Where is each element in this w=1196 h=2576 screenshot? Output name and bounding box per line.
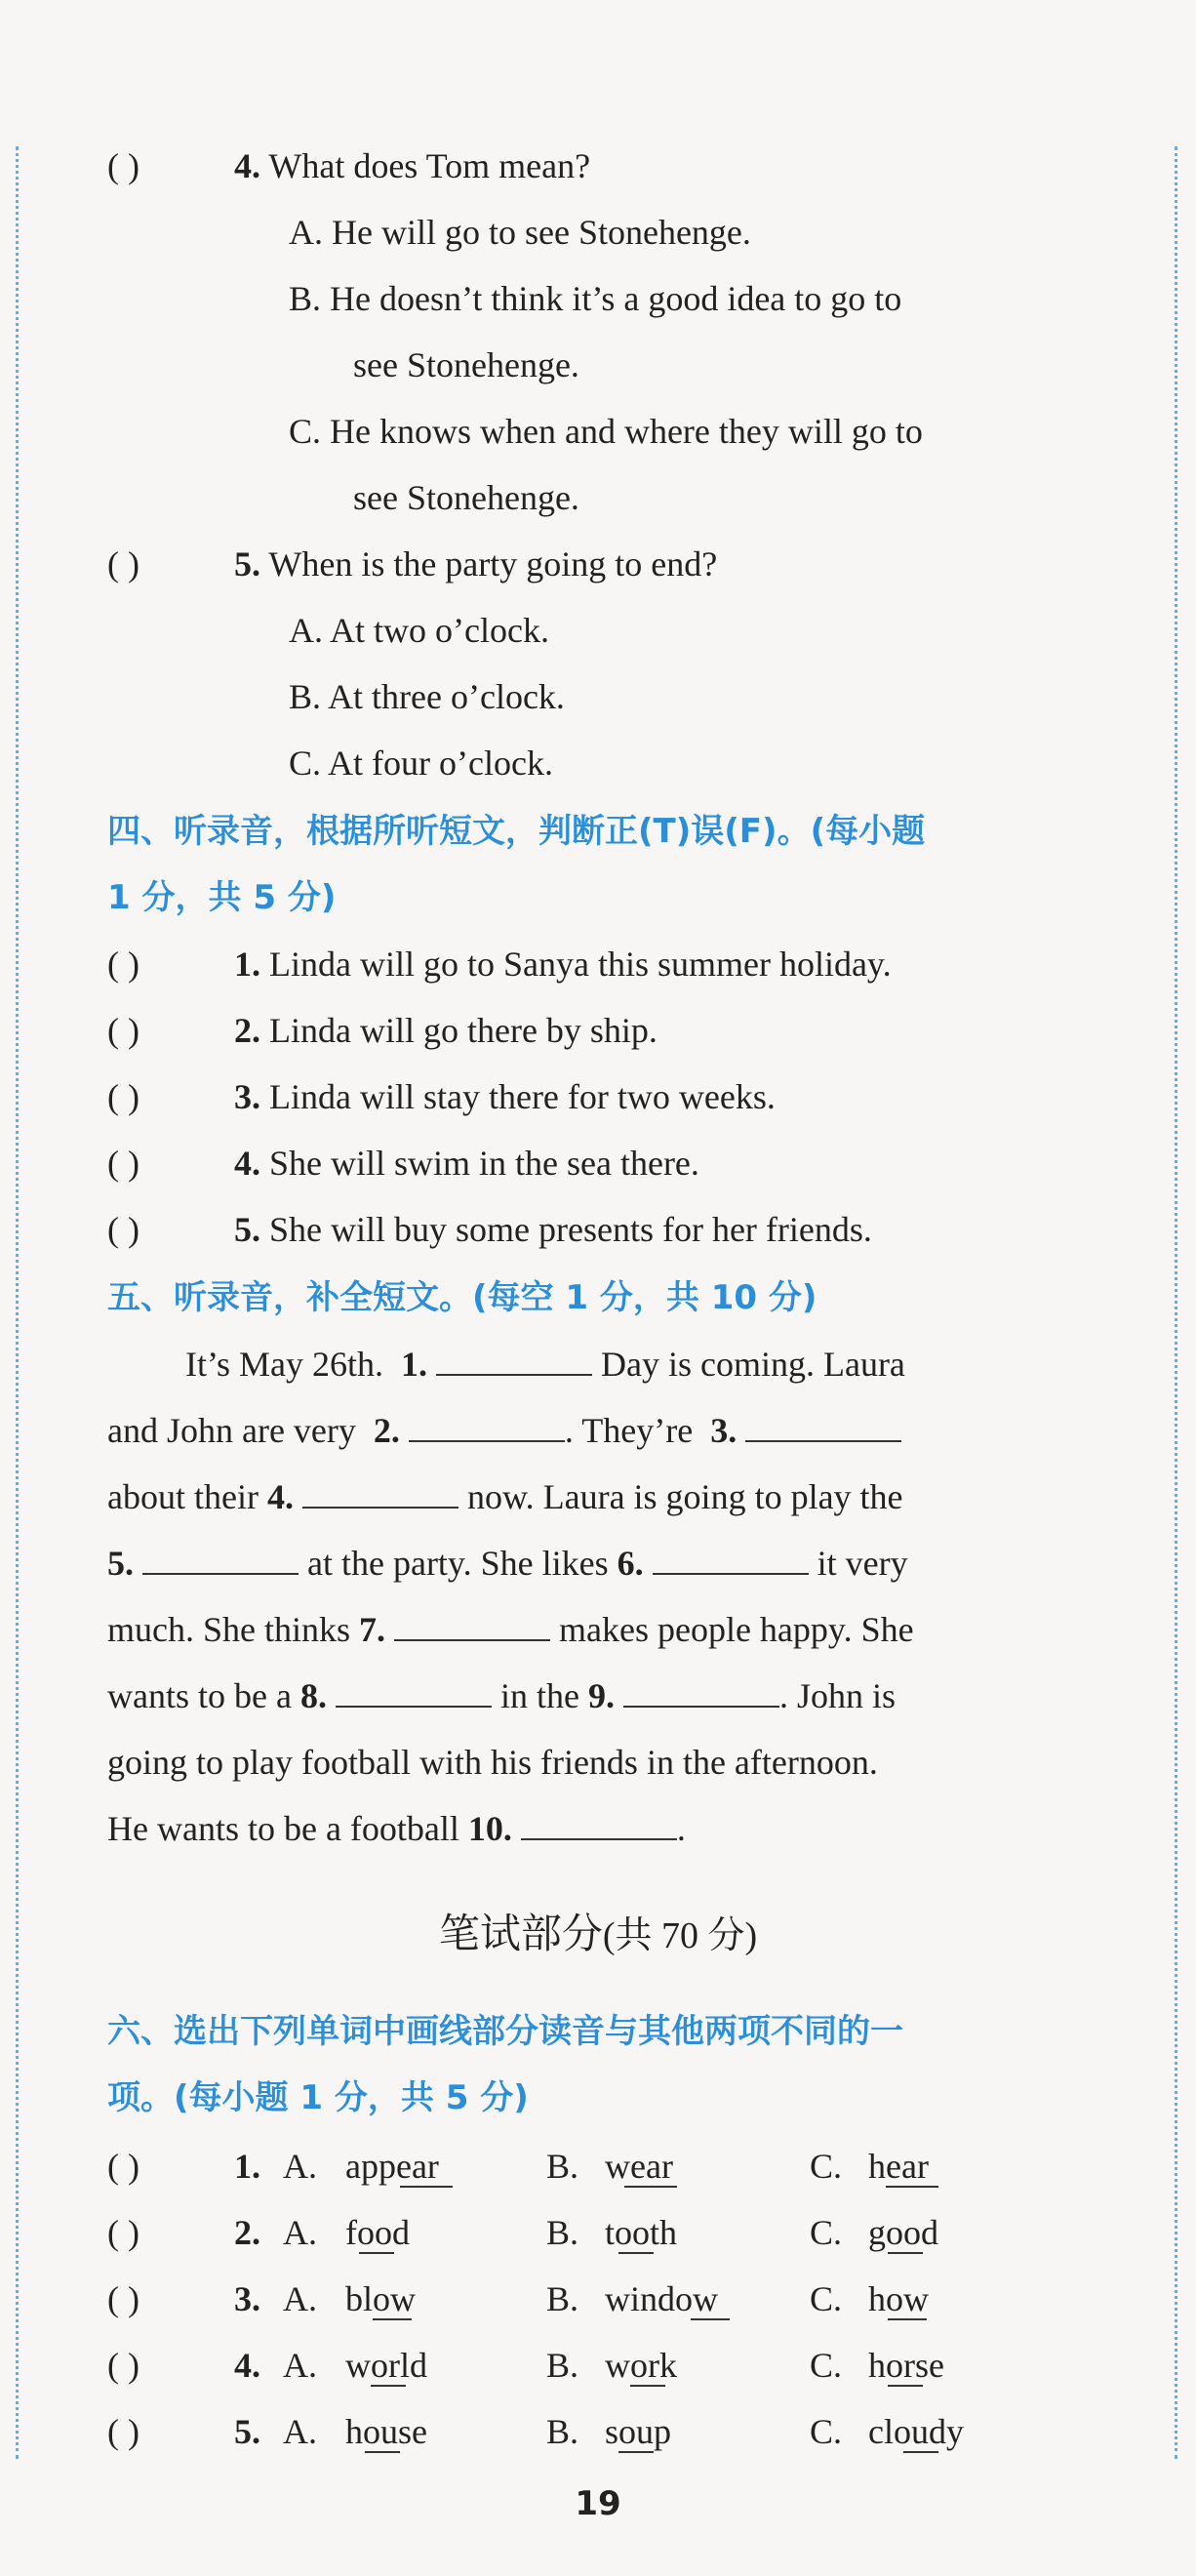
section-4-heading: 四、听录音，根据所听短文，判断正(T)误(F)。(每小题 bbox=[107, 812, 926, 851]
option-c: C. He knows when and where they will go to bbox=[289, 412, 923, 451]
underline-mark bbox=[400, 2186, 453, 2188]
option-c: C. At four o’clock. bbox=[289, 744, 553, 783]
list-item: 3. Linda will stay there for two weeks. bbox=[234, 1077, 776, 1116]
underline-mark bbox=[359, 2252, 394, 2254]
answer-paren[interactable]: ( ) bbox=[107, 2279, 140, 2318]
answer-paren[interactable]: ( ) bbox=[107, 544, 140, 584]
underline-mark bbox=[618, 2451, 654, 2453]
blank-8[interactable] bbox=[336, 1676, 492, 1708]
underline-mark bbox=[888, 2252, 923, 2254]
answer-paren[interactable]: ( ) bbox=[107, 1011, 140, 1050]
answer-paren[interactable]: ( ) bbox=[107, 2412, 140, 2451]
underline-mark bbox=[365, 2451, 400, 2453]
underline-mark bbox=[624, 2186, 677, 2188]
word-b: work bbox=[605, 2346, 677, 2385]
word-c: hear bbox=[868, 2147, 929, 2186]
blank-9[interactable] bbox=[623, 1676, 779, 1708]
option-b-cont: see Stonehenge. bbox=[353, 345, 579, 384]
blank-5[interactable] bbox=[142, 1544, 299, 1575]
underline-mark bbox=[618, 2252, 654, 2254]
underline-mark bbox=[371, 2385, 406, 2387]
underline-mark bbox=[888, 2385, 923, 2387]
answer-paren[interactable]: ( ) bbox=[107, 2213, 140, 2252]
underline-mark bbox=[691, 2318, 730, 2320]
question-number: 4. bbox=[234, 146, 260, 185]
word-c: how bbox=[868, 2279, 929, 2318]
written-section-title: 笔试部分(共 70 分) bbox=[438, 1910, 758, 1957]
section-4-heading-cont: 1 分，共 5 分) bbox=[107, 878, 337, 917]
option-a: A. At two o’clock. bbox=[289, 611, 549, 650]
blank-10[interactable] bbox=[521, 1809, 677, 1840]
answer-paren[interactable]: ( ) bbox=[107, 1210, 140, 1249]
page-number: 19 bbox=[575, 2484, 621, 2523]
list-item: 5. She will buy some presents for her friends. bbox=[234, 1210, 872, 1249]
word-c: horse bbox=[868, 2346, 944, 2385]
word-b: soup bbox=[605, 2412, 672, 2451]
section-5-heading: 五、听录音，补全短文。(每空 1 分，共 10 分) bbox=[107, 1278, 817, 1317]
word-a: world bbox=[345, 2346, 427, 2385]
option-b: B. He doesn’t think it’s a good idea to go to bbox=[289, 279, 902, 318]
underline-mark bbox=[888, 2318, 927, 2320]
word-c: cloudy bbox=[868, 2412, 964, 2451]
word-b: window bbox=[605, 2279, 718, 2318]
answer-paren[interactable]: ( ) bbox=[107, 2346, 140, 2385]
blank-7[interactable] bbox=[394, 1610, 550, 1641]
option-a: A. He will go to see Stonehenge. bbox=[289, 213, 751, 252]
question-text: When is the party going to end? bbox=[268, 544, 718, 584]
word-a: food bbox=[345, 2213, 410, 2252]
answer-paren[interactable]: ( ) bbox=[107, 945, 140, 984]
blank-2[interactable] bbox=[409, 1411, 565, 1442]
blank-4[interactable] bbox=[302, 1477, 458, 1509]
word-a: appear bbox=[345, 2147, 439, 2186]
question-text: What does Tom mean? bbox=[268, 146, 591, 185]
blank-3[interactable] bbox=[745, 1411, 901, 1442]
word-b: wear bbox=[605, 2147, 673, 2186]
answer-paren[interactable]: ( ) bbox=[107, 1144, 140, 1183]
section-6-heading: 六、选出下列单词中画线部分读音与其他两项不同的一 bbox=[107, 2012, 903, 2051]
blank-6[interactable] bbox=[653, 1544, 809, 1575]
word-a: blow bbox=[345, 2279, 416, 2318]
section-6-heading-cont: 项。(每小题 1 分，共 5 分) bbox=[107, 2078, 529, 2117]
binding-dotted-line-left bbox=[16, 146, 19, 2459]
option-c-cont: see Stonehenge. bbox=[353, 478, 579, 517]
question-number: 5. bbox=[234, 544, 260, 584]
list-item: 2. Linda will go there by ship. bbox=[234, 1011, 658, 1050]
binding-dotted-line-right bbox=[1175, 146, 1177, 2459]
option-b: B. At three o’clock. bbox=[289, 677, 565, 716]
word-a: house bbox=[345, 2412, 427, 2451]
underline-mark bbox=[630, 2385, 665, 2387]
underline-mark bbox=[903, 2451, 938, 2453]
word-c: good bbox=[868, 2213, 938, 2252]
answer-paren[interactable]: ( ) bbox=[107, 1077, 140, 1116]
answer-paren[interactable]: ( ) bbox=[107, 2147, 140, 2186]
list-item: 1. Linda will go to Sanya this summer holiday. bbox=[234, 945, 892, 984]
blank-1[interactable] bbox=[436, 1345, 592, 1376]
underline-mark bbox=[886, 2186, 938, 2188]
list-item: 4. She will swim in the sea there. bbox=[234, 1144, 699, 1183]
underline-mark bbox=[373, 2318, 412, 2320]
word-b: tooth bbox=[605, 2213, 678, 2252]
answer-paren[interactable]: ( ) bbox=[107, 146, 140, 185]
